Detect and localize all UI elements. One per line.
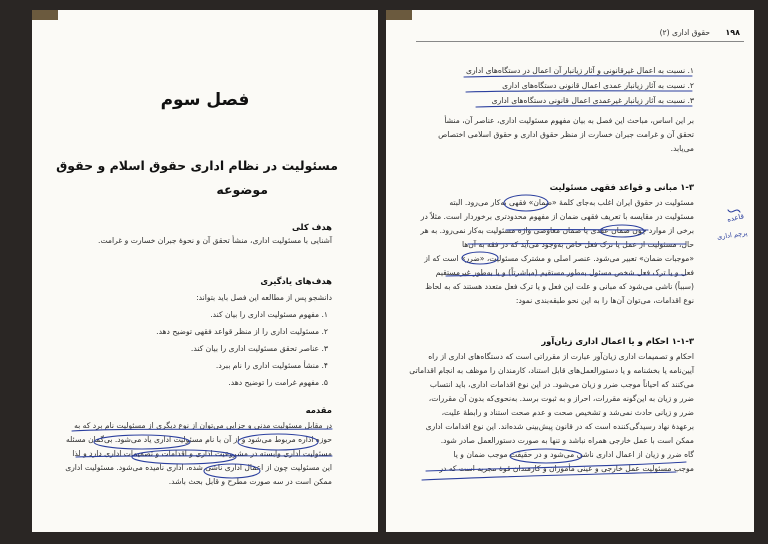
section-line: مسئولیت در مقایسه با تعریف فقهی ضمان از مفهوم محدودتری برخوردار است. مثلاً در (420, 212, 694, 221)
list-item: ۲. نسبت به آثار زیانبار عمدی اعمال قانونی دستگاه‌های اداری (502, 81, 694, 90)
section-line: فعل و یا ترک فعل شخص مسئول به‌طور مستقیم (مباشرتاً) و یا به‌طور غیرمستقیم (435, 268, 694, 277)
intro-line: در مقابل مسئولیت مدنی و جزایی می‌توان از نوع دیگری از مسئولیت نام برد که به (74, 421, 332, 430)
objective-item: ۳. عناصر تحقق مسئولیت اداری را بیان کند. (190, 344, 328, 353)
chapter-heading-line1: مسئولیت در نظام اداری حقوق اسلام و حقوق (56, 158, 338, 173)
learning-intro: دانشجو پس از مطالعه این فصل باید بتواند: (196, 293, 332, 302)
intro-line: ممکن است در سه صورت مطرح و قابل بحث باشد. (168, 477, 332, 486)
subsection-line: گاه ضرر و زیان از اعمال اداری ناشی می‌شود و در حقیقت موجب ضمان و یا (453, 450, 694, 459)
section-line: «موجبات ضمان» تعبیر می‌شود. عنصر اصلی و مشترک مسئولیت، «ضرر» است که از (424, 254, 694, 263)
intro-line: حوزه اداره مربوط می‌شود و از آن با نام مسئولیت اداری یاد می‌شود. بی‌گمان مسئله (65, 435, 332, 444)
page-number: ۱۹۸ (725, 28, 740, 37)
section-line: نوع اقدامات، می‌توان آن‌ها را به این نحو طبقه‌بندی نمود: (515, 296, 694, 305)
list-item: ۱. نسبت به اعمال غیرقانونی و آثار زیانبار آن اعمال در دستگاه‌های اداری (466, 66, 694, 75)
right-page (386, 10, 754, 532)
section-line: مسئولیت در حقوق ایران اغلب به‌جای کلمۀ «ضمان» فقهی به‌کار می‌رود. البته (449, 198, 694, 207)
corner-tab (386, 10, 412, 20)
subsection-line: ضرر و زیانی حادث نمی‌شد و تشخیص صحت و عدم صحت استناد و رابطۀ علیت، (441, 408, 694, 417)
section-line: برخی از موارد چون ضمان عقدی یا ضمان معاوضی واژه مسئولیت به‌کار نمی‌رود. به هر (420, 226, 694, 235)
section-heading: ۱-۳ مبانی و قواعد فقهی مسئولیت (549, 182, 694, 192)
section-line: (سبباً) ناشی می‌شود که مبانی و علت این فعل و یا ترک فعل متعدد هستند که به لحاظ (425, 282, 694, 291)
list-item: ۳. نسبت به آثار زیانبار غیرعمدی اعمال قانونی دستگاه‌های اداری (491, 96, 694, 105)
objective-item: ۲. مسئولیت اداری را از منظر قواعد فقهی توضیح دهد. (156, 327, 328, 336)
subsection-line: ضرر و زیان به این‌گونه مقررات، احراز و به ثبوت برسد. به‌نحوی‌که بدون آن مقررات، (428, 394, 694, 403)
header-rule (416, 41, 744, 42)
subsection-line: آیین‌نامه یا بخشنامه و یا دستورالعمل‌های قابل استناد، کارمندان را موظف به انجام اقداماتی (409, 366, 694, 375)
paragraph-line: بر این اساس، مباحث این فصل به بیان مفهوم مسئولیت اداری، عناصر آن، منشأ (444, 116, 694, 125)
margin-note: قاعده (726, 212, 745, 224)
chapter-title: فصل سوم (160, 90, 250, 110)
subsection-line: برعهدۀ نهاد رسیدگی‌کننده است که در قانون پیش‌بینی شده‌اند. این نوع اقدامات اداری (425, 422, 694, 431)
goal-text: آشنایی با مسئولیت اداری، منشأ تحقق آن و نحوۀ جبران خسارت و غرامت. (98, 236, 332, 245)
subsection-line: موجب مسئولیت عمل خارجی و عینی مأموران و کارمندان قوۀ مجریه است که در (439, 464, 694, 473)
objective-item: ۱. مفهوم مسئولیت اداری را بیان کند. (210, 310, 328, 319)
objective-item: ۵. مفهوم غرامت را توضیح دهد. (228, 378, 328, 387)
intro-line: این مسئولیت چون از اعمال اداری ناشی شده، اداری نامیده می‌شود. مسئولیت اداری (65, 463, 332, 472)
intro-heading: مقدمه (305, 405, 332, 415)
paragraph-line: می‌یابد. (670, 144, 694, 153)
left-page (32, 10, 378, 532)
learning-heading: هدف‌های یادگیری (260, 276, 332, 286)
section-line: حال، مسئولیت از عمل یا ترک فعل خاص به‌وجود می‌آید که در فقه به آن‌ها (461, 240, 694, 249)
chapter-heading-line2: موضوعه (216, 182, 268, 197)
subsection-line: احکام و تصمیمات اداری زیان‌آور عبارت از مقرراتی است که دستگاه‌های اداری از راه (428, 352, 694, 361)
subsection-heading: ۱-۱-۳ احکام و یا اعمال اداری زیان‌آور (541, 336, 694, 346)
paragraph-line: تحقق آن و غرامت جبران خسارت از منظر حقوق اداری و حقوق اسلامی اختصاص (438, 130, 694, 139)
subsection-line: ممکن است با عمل خارجی همراه نباشد و تنها به صورت دستورالعمل صادر شود. (440, 436, 694, 445)
running-head: حقوق اداری (۲) (659, 28, 710, 37)
subsection-line: می‌کنند که احیاناً موجب ضرر و زیان می‌شود. در این نوع اقدامات اداری، باید انتساب (429, 380, 694, 389)
goal-heading: هدف کلی (291, 222, 332, 232)
intro-line: مسئولیت اداری وابسته در مشروعیت اداری و اقدامات و تصمیمات اداری دارد و لذا (72, 449, 332, 458)
objective-item: ۴. منشأ مسئولیت اداری را نام ببرد. (215, 361, 328, 370)
corner-tab (32, 10, 58, 20)
margin-note: پرچم اداری (717, 228, 749, 242)
